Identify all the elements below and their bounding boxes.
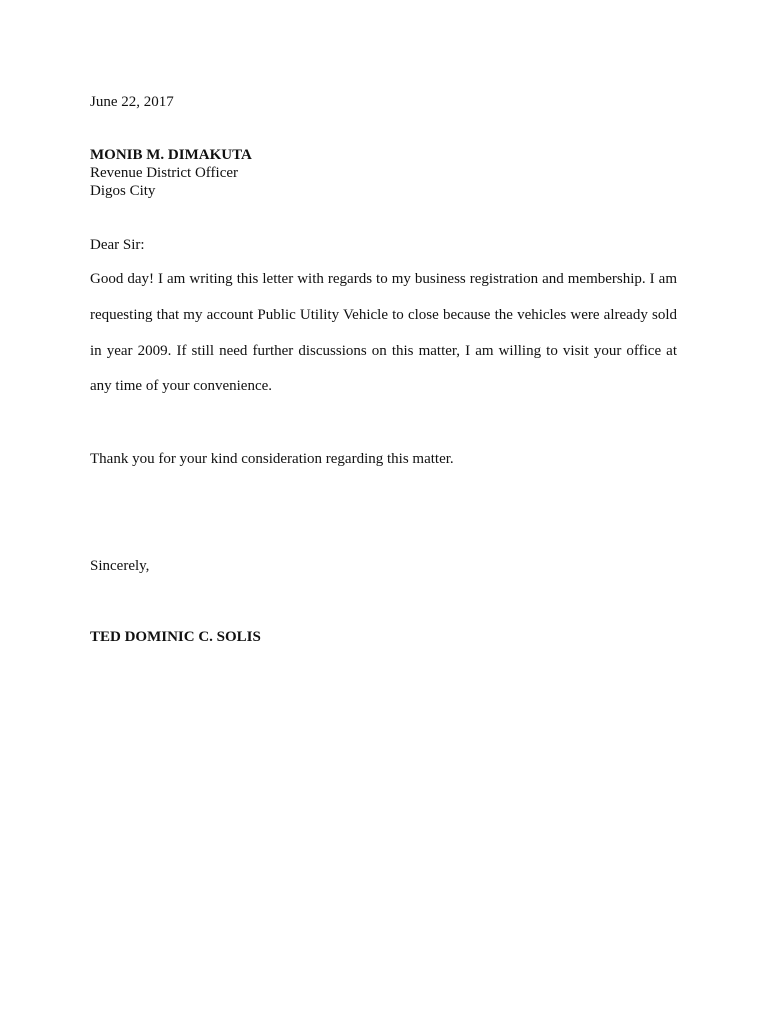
recipient-title: Revenue District Officer (90, 165, 239, 181)
letter-date: June 22, 2017 (90, 94, 174, 110)
salutation: Dear Sir: (90, 237, 145, 253)
closing: Sincerely, (90, 558, 150, 574)
recipient-location: Digos City (90, 183, 156, 199)
sender-name: TED DOMINIC C. SOLIS (90, 629, 261, 645)
recipient-name: MONIB M. DIMAKUTA (90, 147, 252, 163)
body-paragraph: Good day! I am writing this letter with regards to my business registration and membership. I am requesting that my account Public Utility Vehicle to close because the vehicles were already sold in year 2009. If still need further discussions on this matter, I am willing to visit your office at any time of your convenience. (90, 271, 677, 395)
thanks-line: Thank you for your kind consideration regarding this matter. (90, 451, 454, 467)
